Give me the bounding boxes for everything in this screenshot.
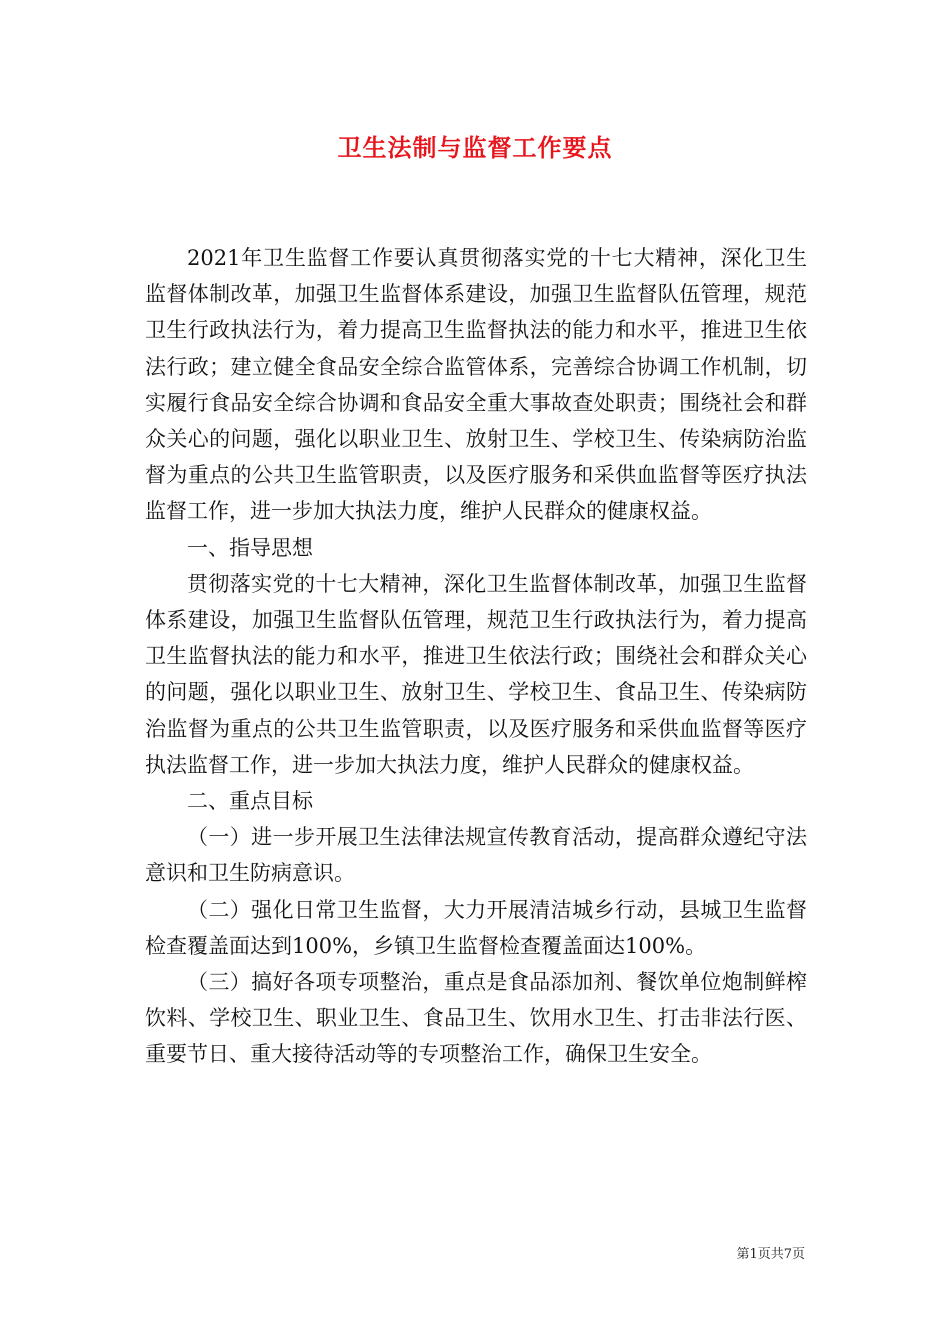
page-number: 第1页共7页 — [736, 1247, 805, 1262]
section-heading-guiding: 一、指导思想 — [187, 535, 313, 560]
paragraph-goal-1: （一）进一步开展卫生法律法规宣传教育活动，提高群众遵纪守法意识和卫生防病意识。 — [145, 825, 807, 886]
section-heading-goals: 二、重点目标 — [187, 789, 313, 814]
paragraph-goal-2: （二）强化日常卫生监督，大力开展清洁城乡行动，县城卫生监督检查覆盖面达到100%，乡镇卫生监督检查覆盖面达100%。 — [145, 897, 807, 958]
paragraph-guiding: 贯彻落实党的十七大精神，深化卫生监督体制改革，加强卫生监督体系建设，加强卫生监督队伍管理，规范卫生行政执法行为，着力提高卫生监督执法的能力和水平，推进卫生依法行政；围绕社会和群众关心的问题，强化以职业卫生、放射卫生、学校卫生、食品卫生、传染病防治监督为重点的公共卫生监管职责，以及医疗服务和采供血监督等医疗执法监督工作，进一步加大执法力度，维护人民群众的健康权益。 — [145, 571, 807, 777]
document-title: 卫生法制与监督工作要点 — [337, 133, 613, 162]
paragraph-intro: 2021年卫生监督工作要认真贯彻落实党的十七大精神，深化卫生监督体制改革，加强卫生监督体系建设，加强卫生监督队伍管理，规范卫生行政执法行为，着力提高卫生监督执法的能力和水平，推进卫生依法行政；建立健全食品安全综合监管体系，完善综合协调工作机制，切实履行食品安全综合协调和食品安全重大事故查处职责；围绕社会和群众关心的问题，强化以职业卫生、放射卫生、学校卫生、传染病防治监督为重点的公共卫生监管职责，以及医疗服务和采供血监督等医疗执法监督工作，进一步加大执法力度，维护人民群众的健康权益。 — [145, 246, 807, 524]
document-body — [145, 240, 807, 1073]
paragraph-goal-3: （三）搞好各项专项整治，重点是食品添加剂、餐饮单位炮制鲜榨饮料、学校卫生、职业卫生、食品卫生、饮用水卫生、打击非法行医、重要节日、重大接待活动等的专项整治工作，确保卫生安全。 — [145, 970, 807, 1067]
